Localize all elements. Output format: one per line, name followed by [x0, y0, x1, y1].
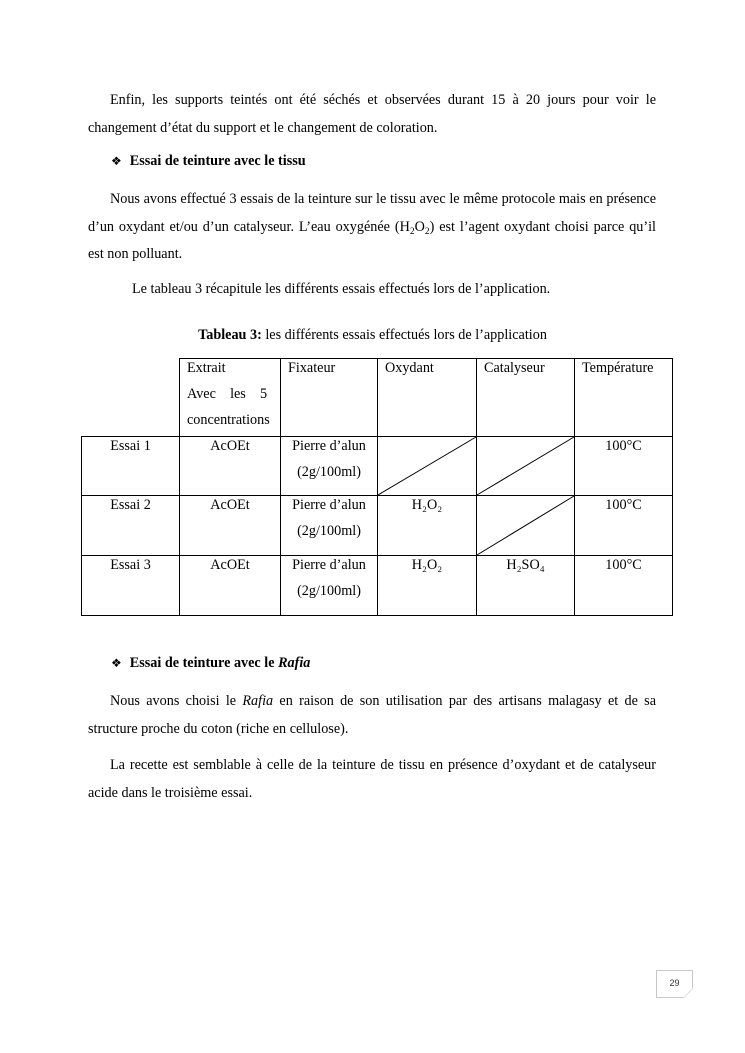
fixateur-line1: Pierre d’alun [292, 557, 366, 573]
text-run: ) est l’agent oxydant choisi parce qu’il est non polluant. [88, 218, 656, 262]
header-extrait-line1: Extrait [187, 360, 226, 376]
heading-text: Essai de teinture avec le tissu [129, 153, 306, 169]
text-run: Nous avons choisi le [110, 693, 243, 709]
table-rule [81, 615, 673, 616]
header-temperature: Température [582, 360, 654, 376]
fixateur-line2: (2g/100ml) [297, 583, 361, 599]
fixateur-line1: Pierre d’alun [292, 438, 366, 454]
caption-label: Tableau 3: [198, 327, 262, 343]
row-label-essai3: Essai 3 [110, 557, 151, 573]
header-fixateur: Fixateur [288, 360, 336, 376]
heading-text: Essai de teinture avec le [129, 655, 279, 671]
cell-fixateur [281, 433, 377, 485]
page-number [656, 970, 693, 998]
cell-temperature: 100°C [605, 557, 642, 573]
section-heading-rafia [111, 653, 310, 673]
cell-fixateur [281, 552, 377, 604]
diagonal-catalyseur-essai1 [477, 437, 574, 495]
table-rule [672, 358, 673, 616]
cell-extrait: AcOEt [210, 438, 250, 454]
fixateur-line1: Pierre d’alun [292, 497, 366, 513]
text-run: en raison de son utilisation par des artisans malagasy et de sa structure proche du coton (riche en cellulose). [88, 693, 656, 737]
cell-extrait: AcOEt [210, 497, 250, 513]
paragraph-drying: Enfin, les supports teintés ont été séchés et observées durant 15 à 20 jours pour voir le changement d’état du support et le changement de coloration. [88, 92, 656, 136]
diamond-bullet-icon: ❖ [111, 154, 122, 168]
header-extrait-line3: concentrations [187, 412, 270, 428]
row-label-essai1: Essai 1 [110, 438, 151, 454]
text-run: O [414, 218, 425, 235]
page-fold-icon [683, 988, 693, 998]
text-run-italic: Rafia [242, 693, 274, 709]
section-heading-tissu [111, 151, 306, 171]
diamond-bullet-icon: ❖ [111, 656, 122, 670]
paragraph-rafia [88, 688, 656, 743]
cell-extrait: AcOEt [210, 557, 250, 573]
cell-oxydant: H₂O₂ [411, 497, 443, 513]
header-extrait [180, 355, 280, 433]
fixateur-line2: (2g/100ml) [297, 464, 361, 480]
cell-temperature: 100°C [605, 497, 642, 513]
cell-fixateur [281, 492, 377, 544]
cell-oxydant: H₂O₂ [411, 557, 443, 573]
header-oxydant: Oxydant [385, 360, 434, 376]
table-caption [0, 325, 745, 345]
heading-italic: Rafia [278, 655, 311, 671]
caption-text: les différents essais effectués lors de l’application [261, 327, 547, 343]
paragraph-essais-tissu: Nous avons effectué 3 essais de la teinture sur le tissu avec le même protocole mais en présence d’un oxydant et/ou d’un catalyseur. L’eau oxygénée $(H_2O_2)$ est l’agent oxydant choisi parce qu’il est non polluant. [88, 191, 656, 262]
table-rule [81, 436, 82, 616]
fixateur-line2: (2g/100ml) [297, 523, 361, 539]
header-catalyseur: Catalyseur [484, 360, 545, 376]
diagonal-catalyseur-essai2 [477, 496, 574, 555]
text-run: Nous avons effectué 3 essais de la teinture sur le tissu avec le même protocole mais en présence d’un oxydant et/ou d’un catalyseur. L’eau oxygénée (H [88, 191, 656, 235]
cell-catalyseur: H₂SO₄ [506, 557, 545, 573]
paragraph-table-intro: Le tableau 3 récapitule les différents essais effectués lors de l’application. [132, 281, 551, 297]
cell-temperature: 100°C [605, 438, 642, 454]
diagonal-oxydant-essai1 [378, 437, 476, 495]
page-number-text: 29 [669, 978, 680, 988]
header-extrait-line2: Avec les 5 [187, 386, 268, 402]
row-label-essai2: Essai 2 [110, 497, 151, 513]
paragraph-recette: La recette est semblable à celle de la teinture de tissu en présence d’oxydant et de catalyseur acide dans le troisième essai. [88, 757, 656, 801]
